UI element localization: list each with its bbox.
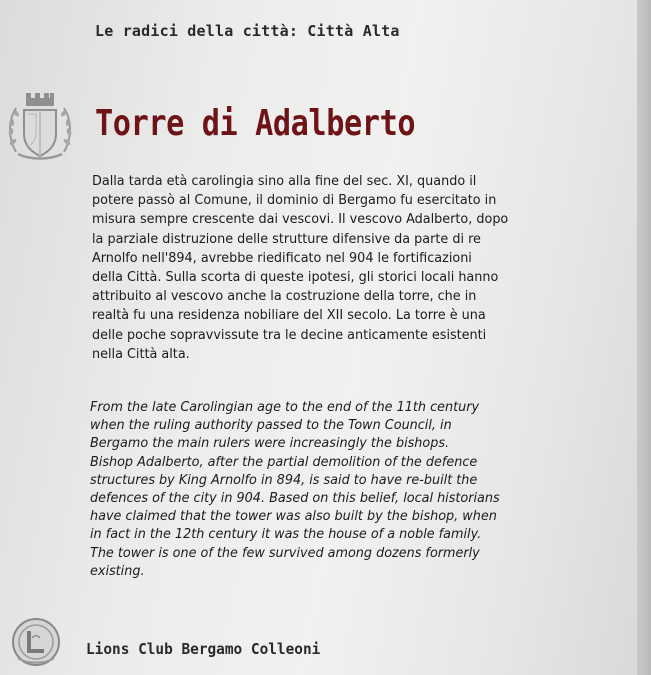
english-line: Bergamo the main rulers were increasingly the bishops. [90,436,450,452]
english-line: in fact in the 12th century it was the house of a noble family. [90,527,482,543]
english-line: when the ruling authority passed to the Town Council, in [90,418,452,434]
english-line: have claimed that the tower was also built by the bishop, when [90,509,497,525]
italian-line: misura sempre crescente dai vescovi. Il vescovo Adalberto, dopo [92,212,509,228]
english-line: structures by King Arnolfo in 894, is said to have re-built the [90,472,478,488]
italian-line: Arnolfo nell'894, avrebbe riedificato nel 904 le fortificazioni [92,250,472,266]
english-line: The tower is one of the few survived among dozens formerly [90,545,480,561]
italian-description [92,172,651,364]
italian-line: Dalla tarda età carolingia sino alla fine del sec. XI, quando il [92,174,477,189]
lions-club-logo-icon [10,616,62,668]
english-line: From the late Carolingian age to the end of the 11th century [90,400,480,415]
english-line: defences of the city in 904. Based on this belief, local historians [90,491,500,507]
page-title: Torre di Adalberto [95,103,416,144]
italian-line: realtà fu una residenza nobiliare del XII secolo. La torre è una [92,308,486,324]
italian-line: attribuito al vescovo anche la costruzione della torre, che in [92,289,477,305]
italian-line: la parziale distruzione delle strutture difensive da parte di re [92,231,481,247]
sign-subtitle: Le radici della città: Città Alta [95,22,400,40]
italian-line: della Città. Sulla scorta di queste ipotesi, gli storici locali hanno [92,270,499,286]
english-line: Bishop Adalberto, after the partial demolition of the defence [90,454,478,470]
english-line: existing. [90,563,145,579]
english-description [90,399,650,581]
italian-line: potere passò al Comune, il dominio di Bergamo fu esercitato in [92,193,497,209]
city-crest-icon [6,90,74,162]
italian-line: delle poche sopravvissute tra le decine anticamente esistenti [92,327,487,343]
club-name: Lions Club Bergamo Colleoni [86,640,321,658]
italian-line: nella Città alta. [92,346,190,362]
